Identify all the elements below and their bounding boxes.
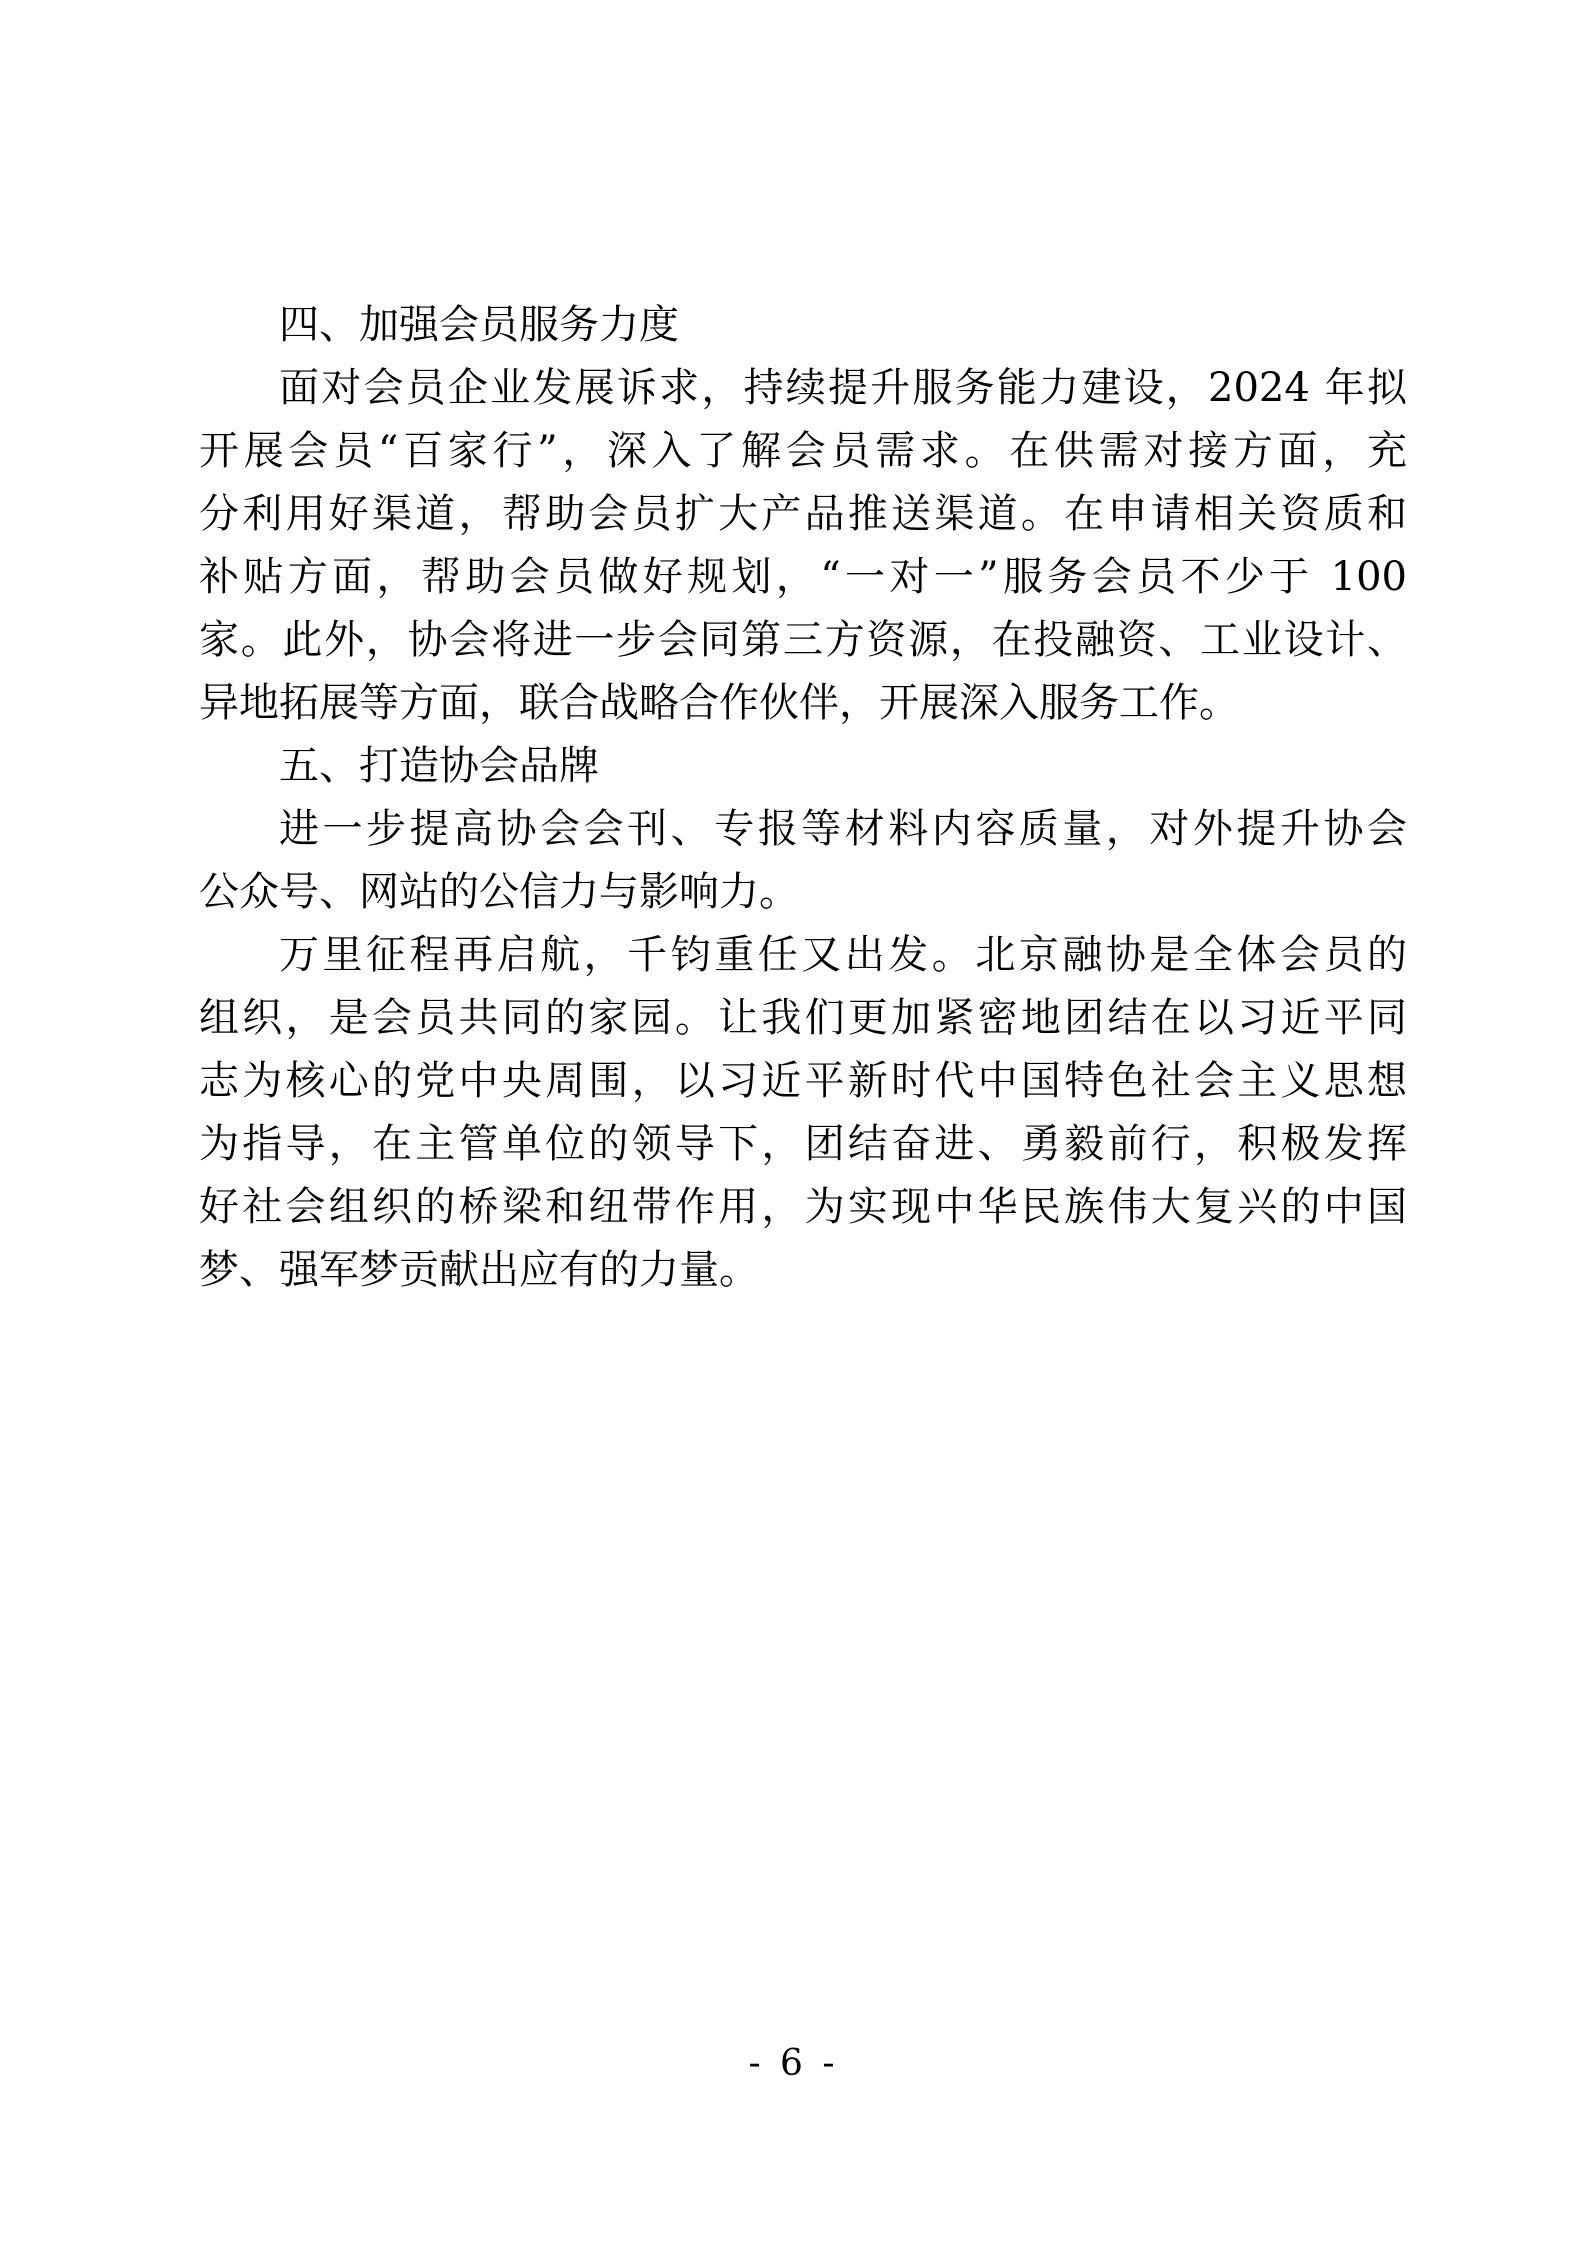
paragraph-line: 好社会组织的桥梁和纽带作用，为实现中华民族伟大复兴的中国 (199, 1184, 1407, 1230)
section-heading-5: 五、打造协会品牌 (279, 743, 599, 789)
paragraph-line: 公众号、网站的公信力与影响力。 (199, 869, 799, 915)
paragraph-line: 异地拓展等方面，联合战略合作伙伴，开展深入服务工作。 (199, 680, 1239, 726)
paragraph-line: 开展会员“百家行”，深入了解会员需求。在供需对接方面，充 (199, 428, 1407, 474)
paragraph-line: 家。此外，协会将进一步会同第三方资源，在投融资、工业设计、 (199, 617, 1407, 663)
document-body (199, 294, 1407, 1302)
paragraph-line: 组织，是会员共同的家园。让我们更加紧密地团结在以习近平同 (199, 995, 1407, 1041)
paragraph-line: 为指导，在主管单位的领导下，团结奋进、勇毅前行，积极发挥 (199, 1121, 1407, 1167)
paragraph-line: 分利用好渠道，帮助会员扩大产品推送渠道。在申请相关资质和 (199, 491, 1407, 537)
paragraph-line: 面对会员企业发展诉求，持续提升服务能力建设，2024 年拟 (279, 365, 1407, 411)
paragraph-line: 万里征程再启航，千钧重任又出发。北京融协是全体会员的 (279, 932, 1407, 978)
paragraph-line: 志为核心的党中央周围，以习近平新时代中国特色社会主义思想 (199, 1058, 1407, 1104)
paragraph-line: 梦、强军梦贡献出应有的力量。 (199, 1247, 759, 1293)
paragraph-line: 进一步提高协会会刊、专报等材料内容质量，对外提升协会 (279, 806, 1407, 852)
paragraph-line: 补贴方面，帮助会员做好规划，“一对一”服务会员不少于 100 (199, 554, 1407, 600)
page-number: - 6 - (748, 2043, 839, 2084)
section-heading-4: 四、加强会员服务力度 (279, 302, 679, 348)
